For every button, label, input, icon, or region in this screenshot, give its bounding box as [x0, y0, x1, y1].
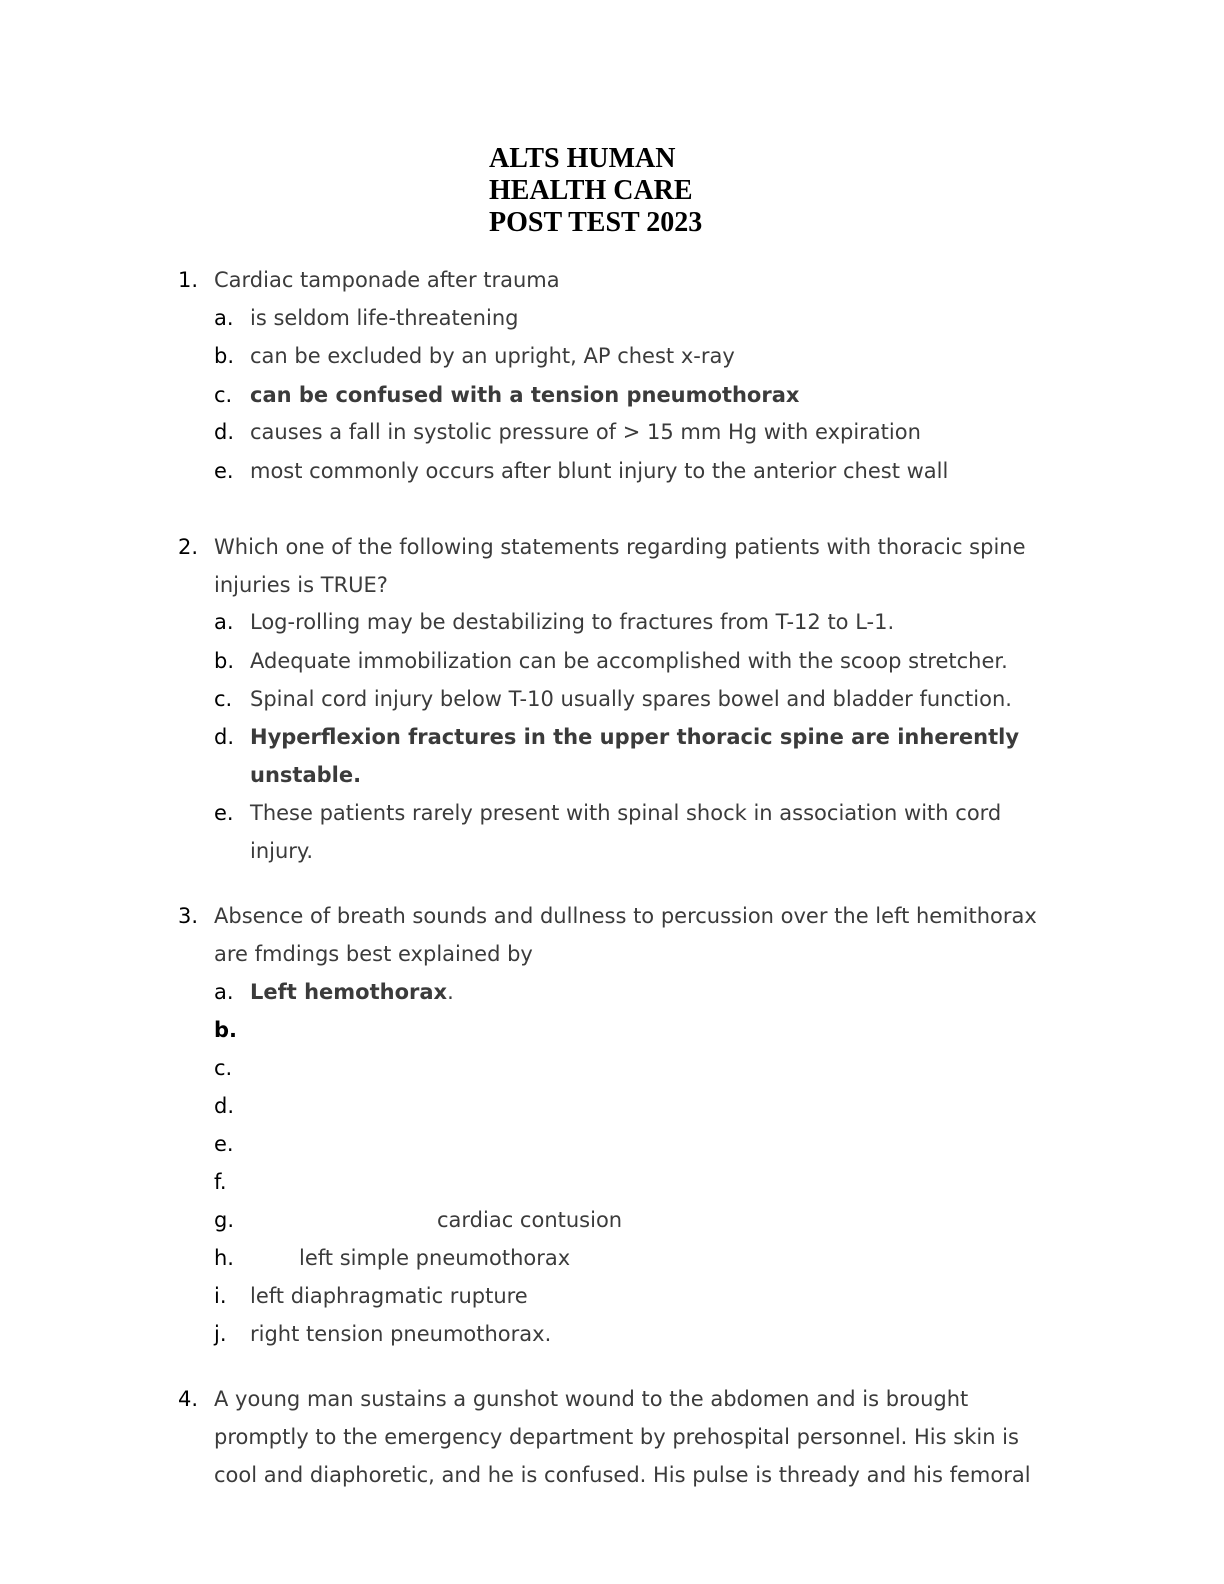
option-letter: j. [214, 1322, 227, 1346]
answer-suffix: . [447, 980, 454, 1004]
document-title [489, 143, 702, 239]
answer-bold-text: Left hemothorax [250, 980, 448, 1004]
option-text-answer [250, 978, 454, 1006]
question-stem: Cardiac tamponade after trauma [214, 268, 560, 292]
option-text: Spinal cord injury below T-10 usually spares bowel and bladder function. [250, 687, 1012, 711]
option-text: causes a fall in systolic pressure of > 15 mm Hg with expiration [250, 420, 921, 444]
option-text-answer: unstable. [250, 763, 362, 787]
option-text-answer: can be confused with a tension pneumothorax [250, 383, 800, 407]
option-text: most commonly occurs after blunt injury to the anterior chest wall [250, 459, 949, 483]
option-text: can be excluded by an upright, AP chest x-ray [250, 344, 735, 368]
option-text: left diaphragmatic rupture [250, 1284, 528, 1308]
option-letter: d. [214, 1094, 235, 1118]
option-text-answer: Hyperflexion fractures in the upper thoracic spine are inherently [250, 725, 1020, 749]
option-letter: a. [214, 980, 234, 1004]
question-stem: A young man sustains a gunshot wound to the abdomen and is brought [214, 1387, 969, 1411]
option-text: injury. [250, 839, 314, 863]
option-letter: b. [214, 344, 235, 368]
option-text: is seldom life-threatening [250, 306, 519, 330]
question-stem: Which one of the following statements regarding patients with thoracic spine [214, 535, 1026, 559]
option-letter: b. [214, 649, 235, 673]
title-line-3: POST TEST 2023 [489, 207, 703, 238]
title-line-2: HEALTH CARE [489, 175, 693, 206]
option-text: left simple pneumothorax [299, 1246, 571, 1270]
option-letter: c. [214, 1056, 233, 1080]
option-letter: d. [214, 420, 235, 444]
option-text: Log-rolling may be destabilizing to fractures from T-12 to L-1. [250, 610, 895, 634]
option-letter: c. [214, 383, 233, 407]
question-stem: are fmdings best explained by [214, 942, 533, 966]
option-text: Adequate immobilization can be accomplished with the scoop stretcher. [250, 649, 1008, 673]
option-text: cardiac contusion [437, 1208, 623, 1232]
question-stem: injuries is TRUE? [214, 573, 388, 597]
question-number: 2. [178, 535, 199, 559]
question-number: 3. [178, 904, 199, 928]
question-number: 4. [178, 1387, 199, 1411]
option-letter: c. [214, 687, 233, 711]
option-letter: e. [214, 1132, 234, 1156]
question-stem: Absence of breath sounds and dullness to percussion over the left hemithorax [214, 904, 1037, 928]
question-number: 1. [178, 268, 199, 292]
option-letter: a. [214, 610, 234, 634]
option-text: right tension pneumothorax. [250, 1322, 552, 1346]
title-line-1: ALTS HUMAN [489, 143, 676, 174]
option-letter: i. [214, 1284, 227, 1308]
option-letter: g. [214, 1208, 235, 1232]
question-stem: cool and diaphoretic, and he is confused. His pulse is thready and his femoral [214, 1463, 1031, 1487]
option-letter: b. [214, 1018, 238, 1042]
question-stem: promptly to the emergency department by prehospital personnel. His skin is [214, 1425, 1019, 1449]
option-letter: f. [214, 1170, 227, 1194]
option-letter: e. [214, 459, 234, 483]
option-letter: h. [214, 1246, 234, 1270]
option-letter: e. [214, 801, 234, 825]
option-letter: a. [214, 306, 234, 330]
option-text: These patients rarely present with spinal shock in association with cord [250, 801, 1002, 825]
option-letter: d. [214, 725, 235, 749]
